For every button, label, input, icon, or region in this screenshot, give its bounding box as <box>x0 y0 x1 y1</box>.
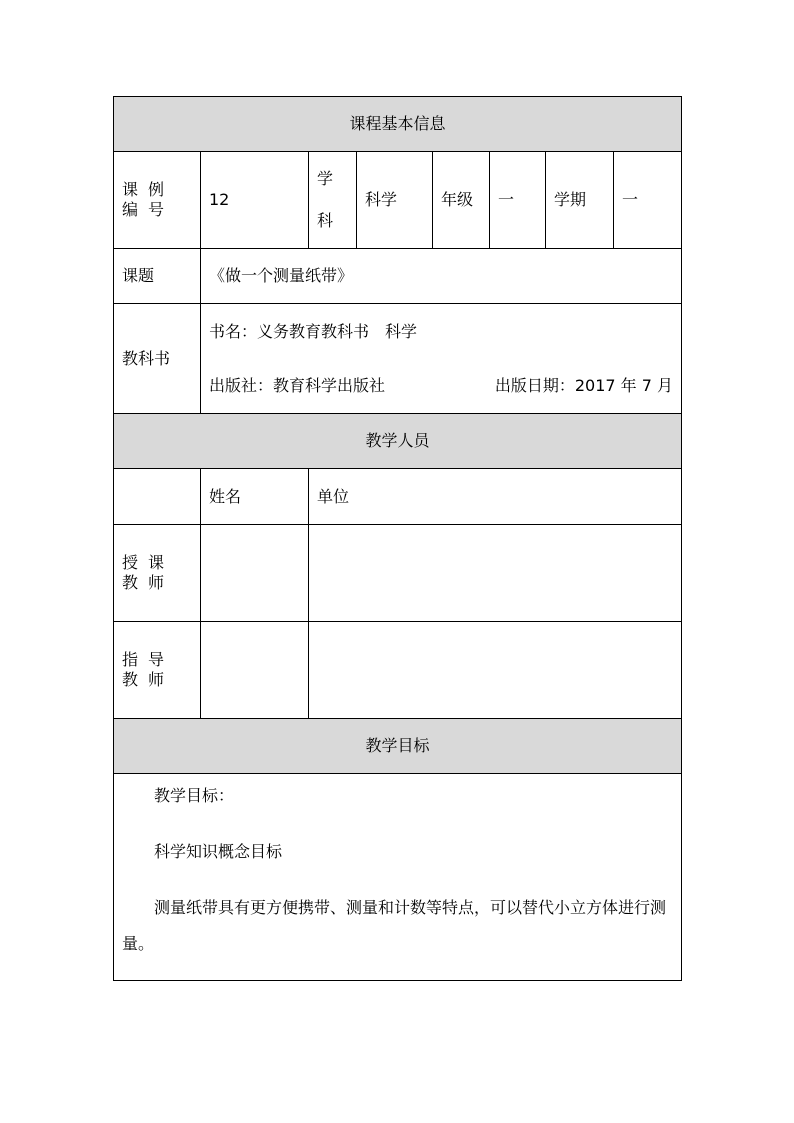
section-course-info: 课程基本信息 <box>114 97 682 152</box>
goals-body: 测量纸带具有更方便携带、测量和计数等特点，可以替代小立方体进行测量。 <box>122 898 667 953</box>
mentor-unit <box>309 622 682 719</box>
mentor-label: 指导教师 <box>114 622 201 719</box>
topic-value: 《做一个测量纸带》 <box>201 249 682 304</box>
lesson-info-table <box>113 96 682 981</box>
subject-value: 科学 <box>357 152 433 249</box>
goals-subheading: 科学知识概念目标 <box>154 842 283 861</box>
mentor-name <box>201 622 309 719</box>
publisher-line <box>209 372 673 400</box>
goals-heading: 教学目标： <box>154 786 235 805</box>
unit-header: 单位 <box>309 469 682 525</box>
topic-label: 课题 <box>114 249 201 304</box>
case-no-value: 12 <box>201 152 309 249</box>
lecturer-unit <box>309 525 682 622</box>
grade-label: 年级 <box>433 152 490 249</box>
lesson-plan-document <box>113 96 681 981</box>
grade-value: 一 <box>490 152 546 249</box>
name-header: 姓名 <box>201 469 309 525</box>
book-name: 书名：义务教育教科书 科学 <box>209 321 418 341</box>
staff-corner-cell <box>114 469 201 525</box>
term-value: 一 <box>614 152 682 249</box>
publisher: 出版社：教育科学出版社 <box>209 375 386 395</box>
goals-content <box>114 774 682 981</box>
term-label: 学期 <box>546 152 614 249</box>
section-teaching-goals: 教学目标 <box>114 719 682 774</box>
textbook-label: 教科书 <box>114 304 201 414</box>
textbook-info <box>201 304 682 414</box>
lecturer-label: 授课教师 <box>114 525 201 622</box>
lecturer-name <box>201 525 309 622</box>
publish-date: 出版日期：2017 年 7 月 <box>494 375 674 395</box>
subject-label: 学科 <box>309 152 357 249</box>
case-no-label: 课例编号 <box>114 152 201 249</box>
section-teaching-staff: 教学人员 <box>114 414 682 469</box>
